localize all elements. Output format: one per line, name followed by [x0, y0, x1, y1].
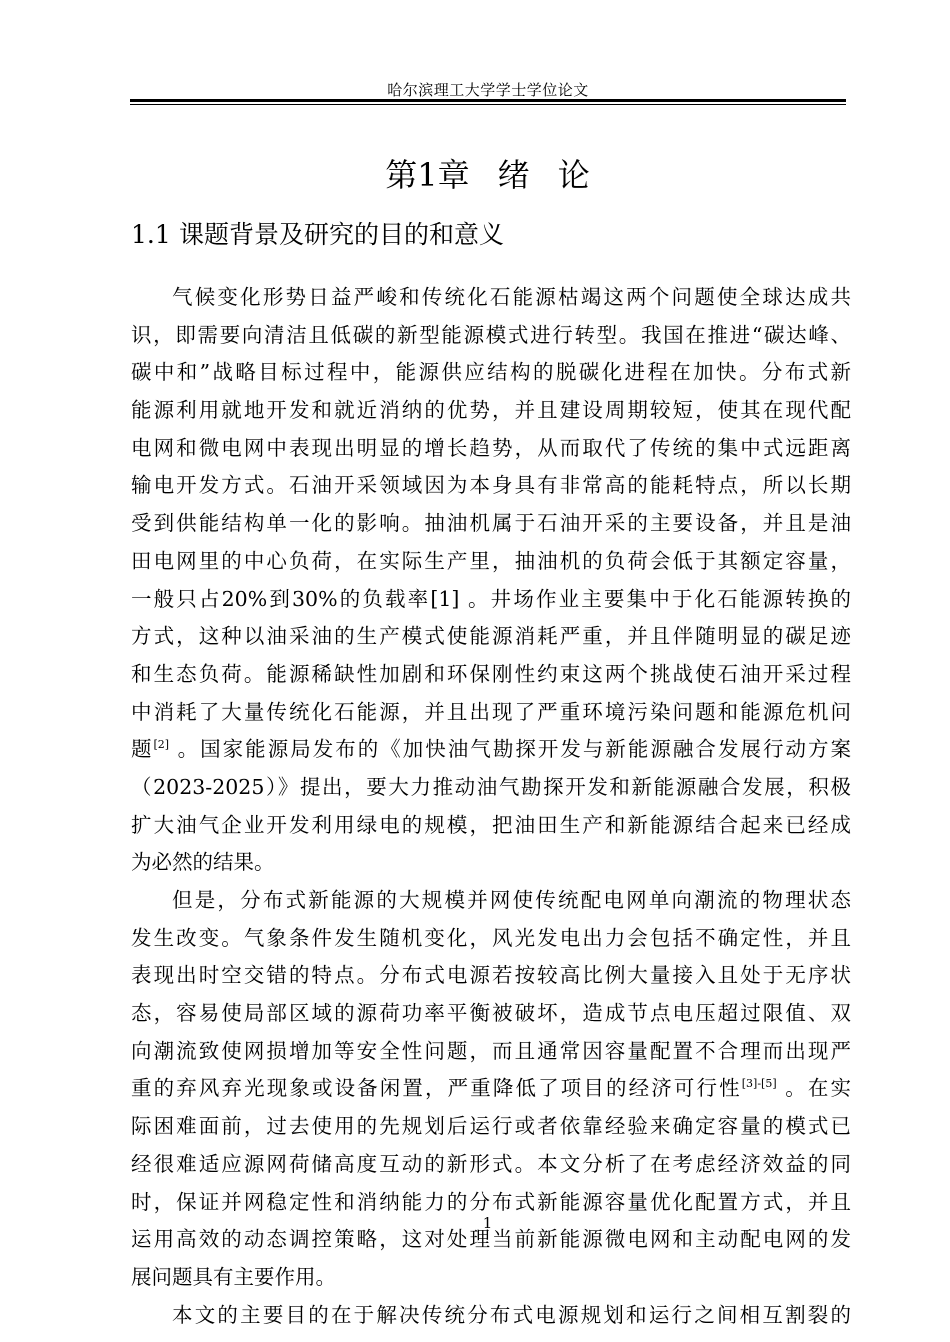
body-line: 碳中和”战略目标过程中，能源供应结构的脱碳化进程在加快。分布式新 — [131, 360, 851, 385]
body-line-with-citation — [131, 1070, 851, 1108]
body-line: 气候变化形势日益严峻和传统化石能源枯竭这两个问题使全球达成共 — [172, 285, 851, 309]
section-heading — [131, 215, 504, 255]
body-line: 但是，分布式新能源的大规模并网使传统配电网单向潮流的物理状态 — [172, 888, 851, 912]
chapter-number: 第1章 — [385, 156, 470, 194]
citation-ref-5: [5] — [761, 1077, 777, 1091]
citation-ref-3: [3] — [741, 1077, 758, 1091]
body-line: 受到供能结构单一化的影响。抽油机属于石油开采的主要设备，并且是油 — [131, 511, 851, 536]
body-line: 向潮流致使网损增加等安全性问题，而且通常因容量配置不合理而出现严 — [131, 1038, 851, 1063]
body-line: 为必然的结果。 — [131, 850, 275, 875]
body-line: 中消耗了大量传统化石能源，并且出现了严重环境污染问题和能源危机问 — [131, 699, 851, 724]
body-line: 态，容易使局部区域的源荷功率平衡被破坏，造成节点电压超过限值、双 — [131, 1001, 851, 1026]
body-text-run: 。国家能源局发布的《加快油气勘探开发与新能源融合发展行动方案 — [169, 737, 852, 762]
citation-range-separator: - — [757, 1077, 762, 1091]
body-line-with-citation — [131, 731, 851, 769]
body-line: 输电开发方式。石油开采领域因为本身具有非常高的能耗特点，所以长期 — [131, 473, 851, 498]
body-line: 方式，这种以油采油的生产模式使能源消耗严重，并且伴随明显的碳足迹 — [131, 624, 851, 649]
citation-ref-2: [2] — [153, 738, 170, 752]
body-text-run: 题 — [131, 737, 154, 762]
running-header: 哈尔滨理工大学学士学位论文 — [387, 81, 589, 99]
body-line: 时，保证并网稳定性和消纳能力的分布式新能源容量优化配置方式，并且 — [131, 1189, 851, 1214]
body-line: 识，即需要向清洁且低碳的新型能源模式进行转型。我国在推进“碳达峰、 — [131, 322, 851, 347]
body-line: 发生改变。气象条件发生随机变化，风光发电出力会包括不确定性，并且 — [131, 925, 851, 950]
body-line: 和生态负荷。能源稀缺性加剧和环保刚性约束这两个挑战使石油开采过程 — [131, 661, 851, 686]
body-line: 电网和微电网中表现出明显的增长趋势，从而取代了传统的集中式远距离 — [131, 435, 851, 460]
body-line: 能源利用就地开发和就近消纳的优势，并且建设周期较短，使其在现代配 — [131, 398, 851, 423]
page-number: 1 — [482, 1214, 493, 1232]
body-line: （2023-2025）》提出，要大力推动油气勘探开发和新能源融合发展，积极 — [131, 774, 851, 799]
body-text — [131, 279, 851, 1334]
chapter-title-part2: 论 — [557, 156, 590, 194]
chapter-title — [0, 150, 950, 200]
header-rule-thick — [130, 99, 846, 102]
body-line: 扩大油气企业开发利用绿电的规模，把油田生产和新能源结合起来已经成 — [131, 812, 851, 837]
body-line: 经很难适应源网荷储高度互动的新形式。本文分析了在考虑经济效益的同 — [131, 1151, 851, 1176]
body-line: 运用高效的动态调控策略，这对处理当前新能源微电网和主动配电网的发 — [131, 1227, 851, 1252]
body-line: 际困难面前，过去使用的先规划后运行或者依靠经验来确定容量的模式已 — [131, 1114, 851, 1139]
body-line: 表现出时空交错的特点。分布式电源若按较高比例大量接入且处于无序状 — [131, 963, 851, 988]
body-line: 本文的主要目的在于解决传统分布式电源规划和运行之间相互割裂的 — [172, 1302, 851, 1327]
section-title: 课题背景及研究的目的和意义 — [179, 220, 505, 249]
body-text-run: 。在实 — [776, 1076, 851, 1101]
body-line: 田电网里的中心负荷，在实际生产里，抽油机的负荷会低于其额定容量， — [131, 548, 851, 573]
body-text-run: 重的弃风弃光现象或设备闲置，严重降低了项目的经济可行性 — [131, 1076, 742, 1101]
body-line: 一般只占20%到30%的负载率[1] 。井场作业主要集中于化石能源转换的 — [131, 586, 851, 611]
body-line: 展问题具有主要作用。 — [131, 1264, 336, 1289]
header-rule-thin — [130, 104, 846, 105]
chapter-title-part1: 绪 — [497, 156, 530, 194]
section-number: 1.1 — [131, 220, 171, 249]
